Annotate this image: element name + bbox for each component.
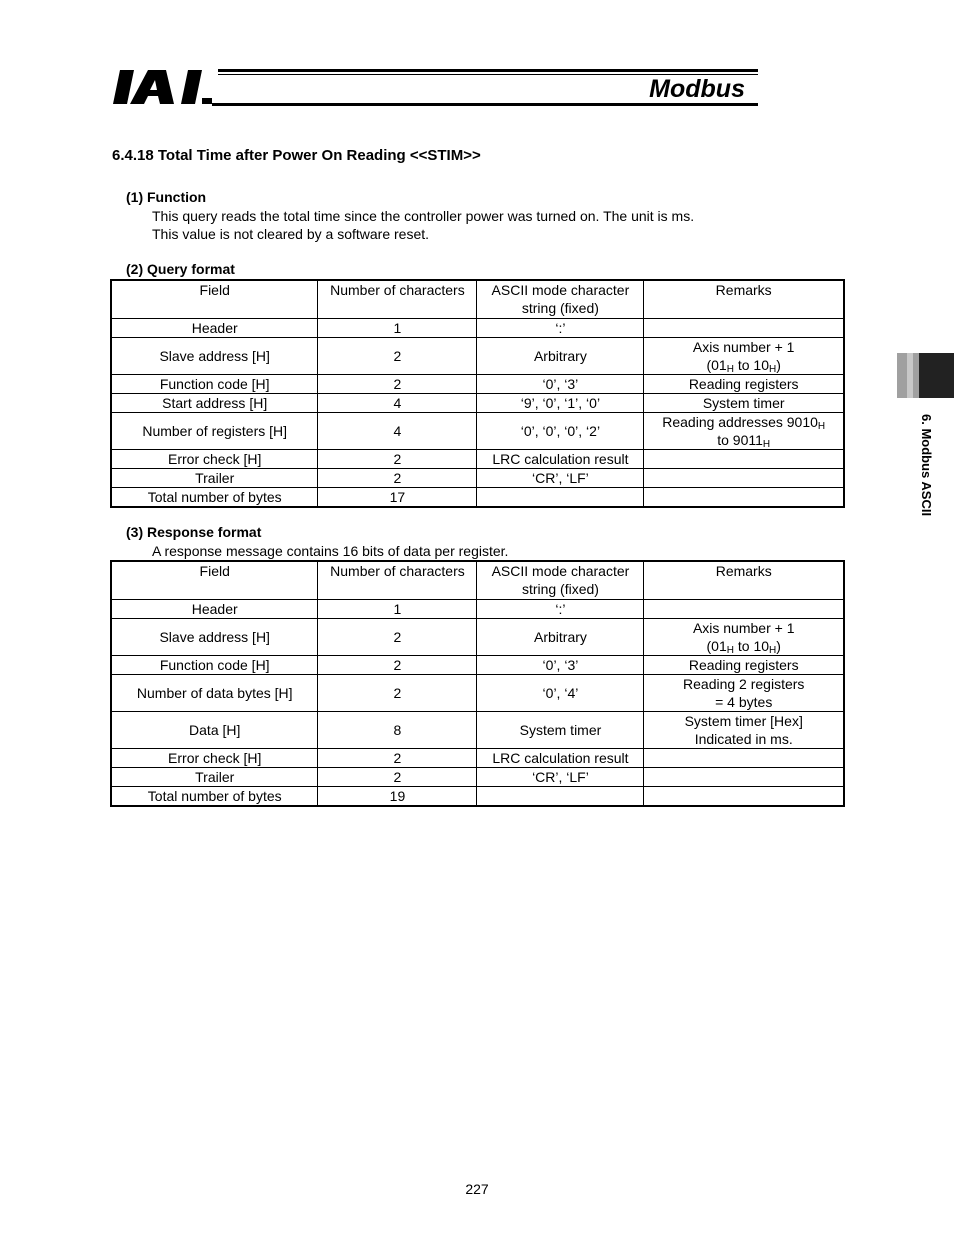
cell-chars: 2 bbox=[318, 469, 477, 488]
cell-ascii: ‘CR’, ‘LF’ bbox=[477, 768, 644, 787]
cell-chars: 19 bbox=[318, 787, 477, 807]
cell-ascii: ‘9’, ‘0’, ‘1’, ‘0’ bbox=[477, 394, 644, 413]
cell-chars: 2 bbox=[318, 768, 477, 787]
column-header: Remarks bbox=[644, 561, 844, 600]
page-number: 227 bbox=[465, 1181, 489, 1197]
response-format-table bbox=[110, 560, 845, 807]
cell-remarks: System timer bbox=[644, 394, 844, 413]
cell-remarks: Reading registers bbox=[644, 375, 844, 394]
table-row bbox=[111, 469, 844, 488]
cell-remarks bbox=[644, 675, 844, 712]
table-row bbox=[111, 768, 844, 787]
remarks-line: Axis number + 1 bbox=[692, 339, 795, 355]
remarks-text: to 9011 bbox=[717, 432, 763, 448]
table-row bbox=[111, 675, 844, 712]
cell-ascii: ‘0’, ‘3’ bbox=[477, 375, 644, 394]
section-title: 6.4.18 Total Time after Power On Reading <<STIM>> bbox=[112, 147, 481, 164]
cell-chars: 2 bbox=[318, 450, 477, 469]
table-row bbox=[111, 712, 844, 749]
table-row bbox=[111, 600, 844, 619]
column-header: Number of characters bbox=[318, 280, 477, 319]
cell-field: Total number of bytes bbox=[111, 787, 318, 807]
remarks-text: Reading addresses 9010 bbox=[662, 414, 818, 430]
cell-chars: 1 bbox=[318, 319, 477, 338]
cell-ascii: System timer bbox=[477, 712, 644, 749]
remarks-line: Indicated in ms. bbox=[694, 731, 793, 747]
cell-field: Start address [H] bbox=[111, 394, 318, 413]
iai-logo bbox=[112, 68, 212, 106]
cell-chars: 17 bbox=[318, 488, 477, 508]
table-row bbox=[111, 319, 844, 338]
cell-remarks bbox=[644, 450, 844, 469]
cell-field: Trailer bbox=[111, 768, 318, 787]
query-heading: (2) Query format bbox=[126, 261, 235, 277]
cell-field: Slave address [H] bbox=[111, 619, 318, 656]
cell-chars: 4 bbox=[318, 413, 477, 450]
cell-chars: 8 bbox=[318, 712, 477, 749]
table-header-row bbox=[111, 280, 844, 319]
response-note: A response message contains 16 bits of data per register. bbox=[152, 543, 509, 559]
chapter-tab-stripe bbox=[907, 353, 913, 398]
cell-remarks bbox=[644, 338, 844, 375]
column-header: Field bbox=[111, 561, 318, 600]
cell-field: Number of data bytes [H] bbox=[111, 675, 318, 712]
column-header: Remarks bbox=[644, 280, 844, 319]
cell-ascii: LRC calculation result bbox=[477, 749, 644, 768]
cell-chars: 2 bbox=[318, 375, 477, 394]
remarks-text: (01 bbox=[706, 638, 727, 654]
cell-field: Number of registers [H] bbox=[111, 413, 318, 450]
remarks-text: ) bbox=[776, 638, 781, 654]
cell-remarks bbox=[644, 319, 844, 338]
cell-field: Error check [H] bbox=[111, 749, 318, 768]
cell-remarks: Reading registers bbox=[644, 656, 844, 675]
cell-remarks bbox=[644, 488, 844, 508]
table-row bbox=[111, 450, 844, 469]
remarks-text: ) bbox=[776, 357, 781, 373]
hex-subscript: H bbox=[726, 364, 734, 375]
cell-ascii: ‘:’ bbox=[477, 600, 644, 619]
function-line-1: This query reads the total time since the controller power was turned on. The unit is ms. bbox=[152, 208, 695, 224]
column-header: ASCII mode character string (fixed) bbox=[477, 561, 644, 600]
query-format-table bbox=[110, 279, 845, 508]
function-line-2: This value is not cleared by a software reset. bbox=[152, 226, 430, 242]
cell-ascii: Arbitrary bbox=[477, 619, 644, 656]
table-row bbox=[111, 749, 844, 768]
cell-remarks bbox=[644, 768, 844, 787]
remarks-text: (01 bbox=[706, 357, 727, 373]
table-row-total bbox=[111, 488, 844, 508]
table-row bbox=[111, 656, 844, 675]
cell-remarks bbox=[644, 619, 844, 656]
cell-remarks bbox=[644, 712, 844, 749]
hex-subscript: H bbox=[726, 645, 734, 656]
cell-field: Trailer bbox=[111, 469, 318, 488]
cell-field: Data [H] bbox=[111, 712, 318, 749]
hex-subscript: H bbox=[769, 645, 777, 656]
cell-ascii: ‘:’ bbox=[477, 319, 644, 338]
function-heading: (1) Function bbox=[126, 189, 207, 205]
cell-field: Total number of bytes bbox=[111, 488, 318, 508]
response-heading: (3) Response format bbox=[126, 524, 262, 540]
cell-remarks bbox=[644, 749, 844, 768]
remarks-line: System timer [Hex] bbox=[684, 713, 803, 729]
cell-remarks bbox=[644, 787, 844, 807]
column-header: Number of characters bbox=[318, 561, 477, 600]
cell-chars: 2 bbox=[318, 619, 477, 656]
hex-subscript: H bbox=[768, 364, 777, 375]
cell-ascii: Arbitrary bbox=[477, 338, 644, 375]
remarks-text: to 10 bbox=[733, 357, 769, 373]
remarks-line: Reading 2 registers bbox=[683, 676, 805, 692]
table-row-total bbox=[111, 787, 844, 807]
cell-chars: 2 bbox=[318, 675, 477, 712]
cell-ascii bbox=[477, 787, 644, 807]
table-header-row bbox=[111, 561, 844, 600]
cell-chars: 2 bbox=[318, 656, 477, 675]
table-row bbox=[111, 375, 844, 394]
cell-field: Header bbox=[111, 600, 318, 619]
cell-field: Slave address [H] bbox=[111, 338, 318, 375]
hex-subscript: H bbox=[762, 439, 771, 450]
cell-remarks bbox=[644, 413, 844, 450]
cell-field: Error check [H] bbox=[111, 450, 318, 469]
cell-remarks bbox=[644, 600, 844, 619]
column-header: Field bbox=[111, 280, 318, 319]
cell-ascii: ‘0’, ‘4’ bbox=[477, 675, 644, 712]
chapter-tab-dark bbox=[919, 353, 954, 398]
cell-remarks bbox=[644, 469, 844, 488]
cell-ascii: ‘CR’, ‘LF’ bbox=[477, 469, 644, 488]
cell-chars: 2 bbox=[318, 749, 477, 768]
table-row bbox=[111, 394, 844, 413]
table-row bbox=[111, 413, 844, 450]
cell-chars: 4 bbox=[318, 394, 477, 413]
remarks-line: Axis number + 1 bbox=[692, 620, 795, 636]
cell-ascii: ‘0’, ‘3’ bbox=[477, 656, 644, 675]
table-row bbox=[111, 619, 844, 656]
remarks-text: to 10 bbox=[733, 638, 770, 654]
cell-ascii: LRC calculation result bbox=[477, 450, 644, 469]
header-title: Modbus bbox=[649, 75, 745, 103]
table-row bbox=[111, 338, 844, 375]
hex-subscript: H bbox=[817, 421, 826, 432]
header-rule-top bbox=[218, 69, 758, 72]
remarks-line: = 4 bytes bbox=[715, 694, 773, 710]
cell-field: Function code [H] bbox=[111, 656, 318, 675]
cell-ascii: ‘0’, ‘0’, ‘0’, ‘2’ bbox=[477, 413, 644, 450]
chapter-side-label: 6. Modbus ASCII bbox=[919, 414, 934, 517]
cell-field: Function code [H] bbox=[111, 375, 318, 394]
cell-chars: 1 bbox=[318, 600, 477, 619]
cell-chars: 2 bbox=[318, 338, 477, 375]
cell-field: Header bbox=[111, 319, 318, 338]
column-header: ASCII mode character string (fixed) bbox=[477, 280, 644, 319]
cell-ascii bbox=[477, 488, 644, 508]
